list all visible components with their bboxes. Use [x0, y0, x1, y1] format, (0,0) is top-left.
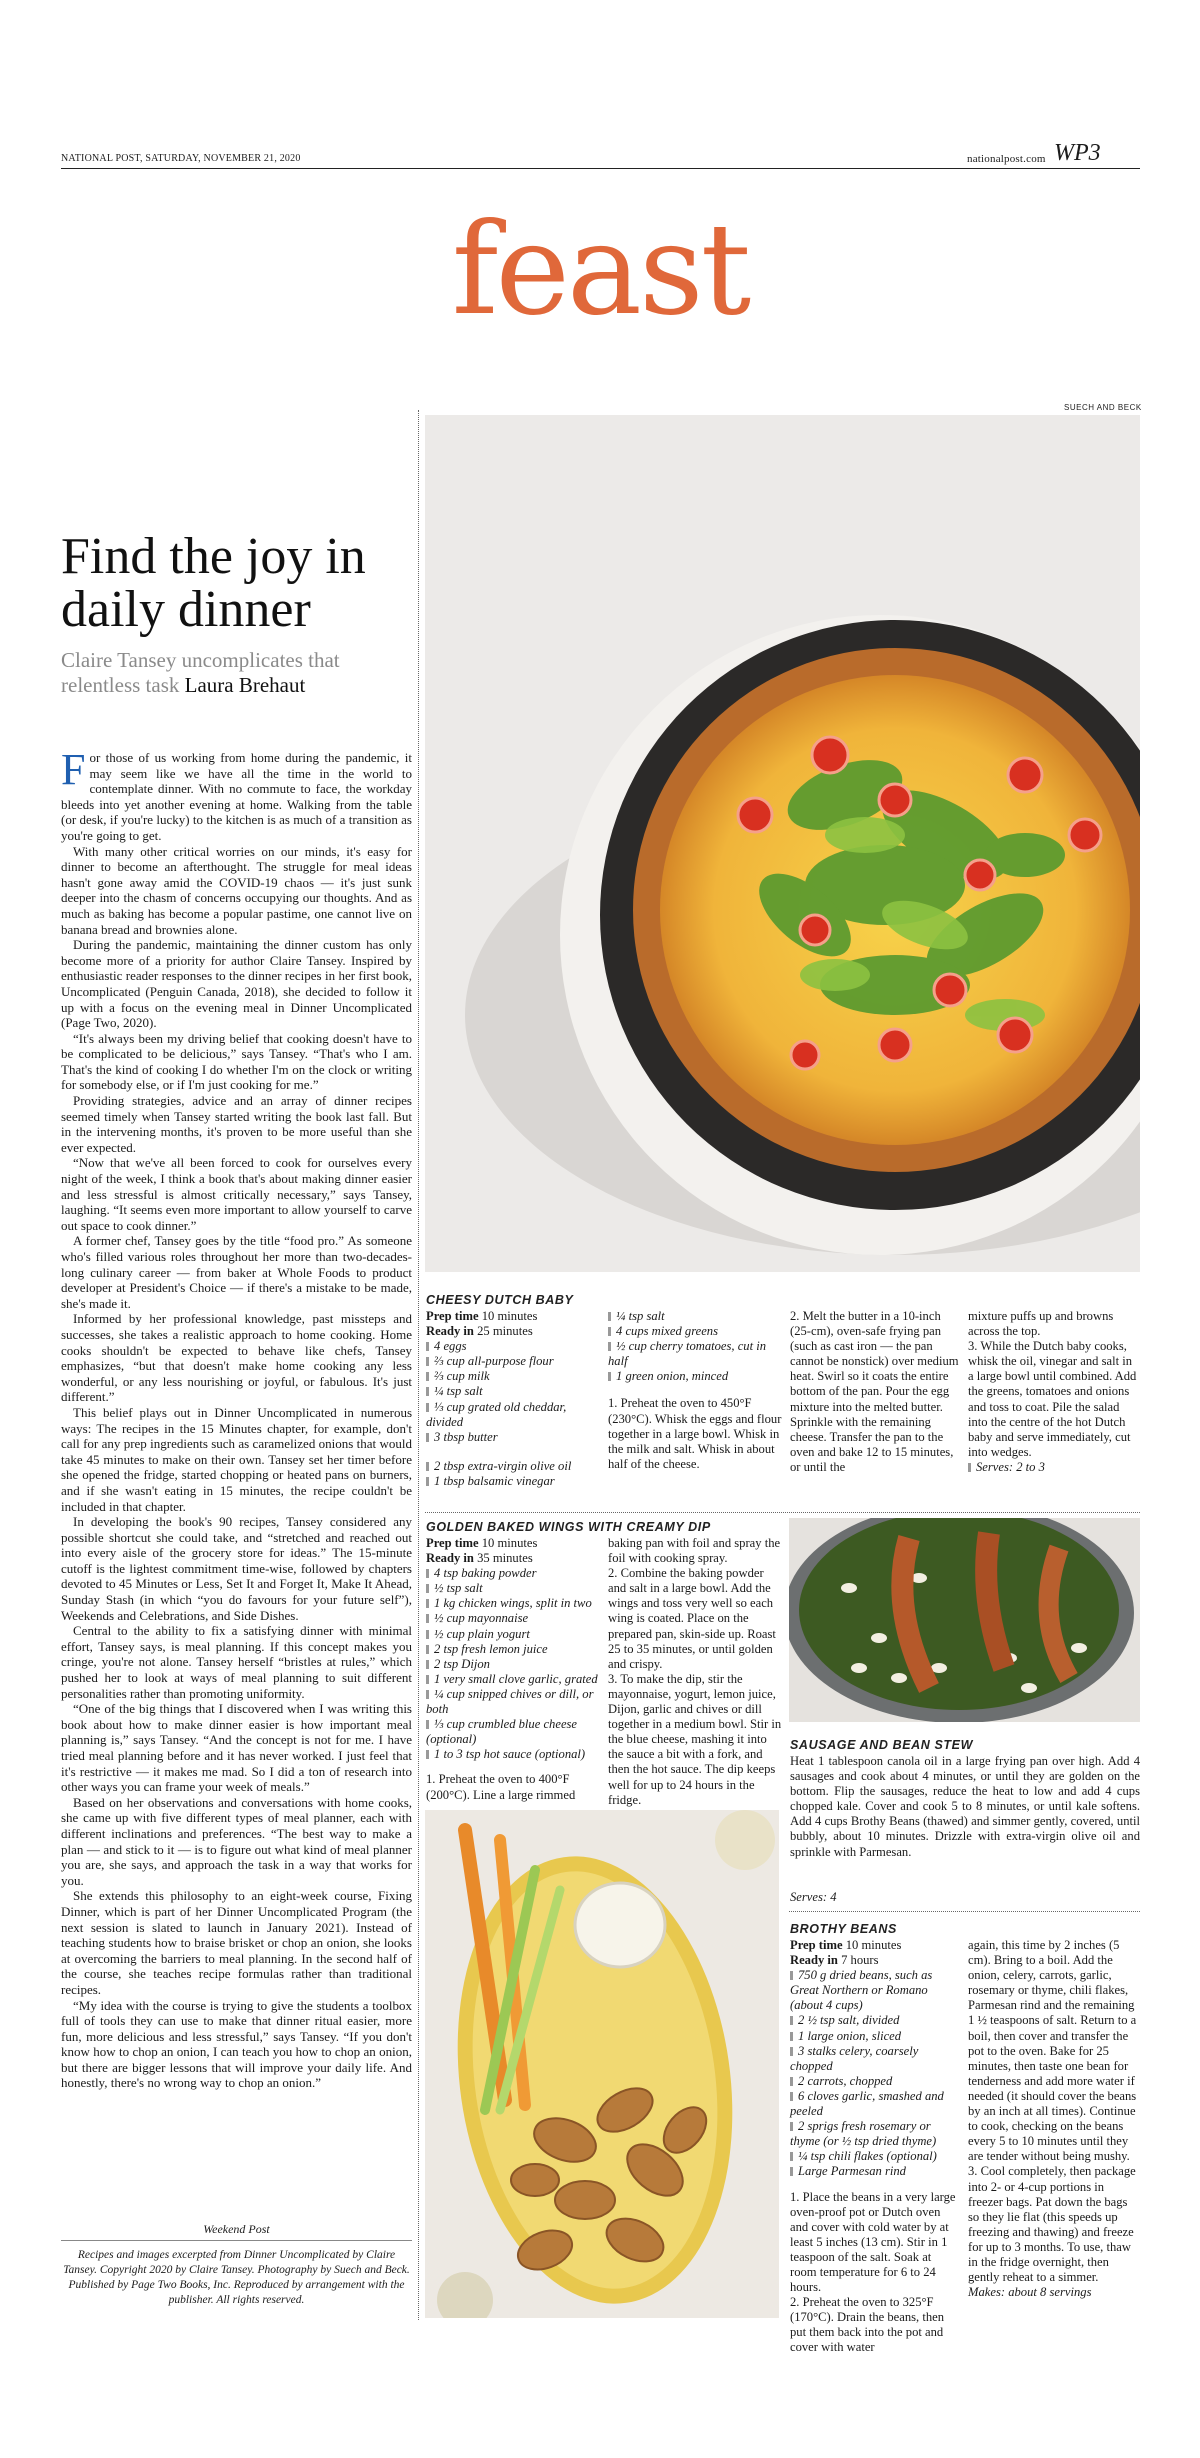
- page-number: WP3: [1054, 140, 1101, 166]
- dutch-baby-photo: [425, 415, 1140, 1272]
- ingredient: 1 to 3 tsp hot sauce (optional): [426, 1747, 604, 1762]
- recipe-step: 1. Preheat the oven to 450°F (230°C). Whisk the eggs and flour together in a large bowl. Whisk in the milk and salt. Whisk in about half of the cheese.: [608, 1396, 782, 1471]
- sausage-stew-photo: [789, 1518, 1140, 1722]
- ingredient: ¼ cup snipped chives or dill, or both: [426, 1687, 604, 1717]
- ingredient: 6 cloves garlic, smashed and peeled: [790, 2089, 960, 2119]
- ingredient: ⅔ cup all-purpose flour: [426, 1354, 604, 1369]
- article-sign: Weekend Post: [203, 2222, 270, 2236]
- article-paragraph: With many other critical worries on our minds, it's easy for dinner to become an afterthought. The struggle for meal ideas hasn't gone away amid the COVID-19 chaos — it's just sunk deeper into the chasm of concerns occupying our thoughts. And as much as baking has become a popular pastime, one cannot live on banana bread and brownies alone.: [61, 843, 412, 937]
- ingredient: 4 eggs: [426, 1339, 604, 1354]
- header-rule: [61, 168, 1140, 169]
- ingredient: ¼ tsp salt: [608, 1309, 784, 1324]
- ingredient: 1 very small clove garlic, grated: [426, 1672, 604, 1687]
- article-paragraph: A former chef, Tansey goes by the title “food pro.” As someone who's filled various roles throughout her more than two-decades-long culinary career — from baker at Whole Foods to product developer at President's Choice — if there's a mistake to be made, she's made it.: [61, 1233, 412, 1311]
- article-paragraph: During the pandemic, maintaining the dinner custom has only become more of a priority for author Claire Tansey. Inspired by enthusiastic reader responses to the dinner recipes in her first book, Uncomplicated (Penguin Canada, 2018), she decided to follow it up with a focus on the evening meal in Dinner Uncomplicated (Page Two, 2020).: [61, 937, 412, 1031]
- ingredient: 2 carrots, chopped: [790, 2074, 960, 2089]
- recipe-serves: Serves: 2 to 3: [968, 1460, 1138, 1475]
- article-paragraph: Providing strategies, advice and an array of dinner recipes seemed timely when Tansey started writing the book last fall. But in the intervening months, it's proven to be more useful than she ever expected.: [61, 1093, 412, 1155]
- excerpt-note: Recipes and images excerpted from Dinner Uncomplicated by Claire Tansey. Copyright 2020 by Claire Tansey. Photography by Suech and Beck. Published by Page Two Books, Inc. Reproduced by arrangement with the publisher. All rights reserved.: [63, 2249, 410, 2306]
- ingredient: 3 stalks celery, coarsely chopped: [790, 2044, 960, 2074]
- ingredient: 2 tsp fresh lemon juice: [426, 1642, 604, 1657]
- ingredient: ½ cup mayonnaise: [426, 1611, 604, 1626]
- ingredient: 4 cups mixed greens: [608, 1324, 784, 1339]
- ingredient: 2 ½ tsp salt, divided: [790, 2013, 960, 2028]
- wings-photo: [425, 1810, 779, 2318]
- byline: Laura Brehaut: [184, 673, 306, 697]
- ingredient: Large Parmesan rind: [790, 2164, 960, 2179]
- article-paragraph: “Now that we've all been forced to cook for ourselves every night of the week, I think a book that's about making dinner easier and less stressful is almost critically necessary,” says Tansey, laughing. “It seems even more important to allow yourself to carve out space to cook dinner.”: [61, 1155, 412, 1233]
- headline: Find the joy in daily dinner: [61, 528, 366, 638]
- recipe-step: 1. Place the beans in a very large oven-proof pot or Dutch oven and cover with cold water by at least 5 inches (13 cm). Stir in 1 teaspoon of the salt. Soak at room temperature for 6 to 24 hours.: [790, 2189, 956, 2295]
- ingredient: 1 kg chicken wings, split in two: [426, 1596, 604, 1611]
- recipe-steps: baking pan with foil and spray the foil with cooking spray. 2. Combine the baking powder and salt in a large bowl. Add the wings and toss very well so each wing is coated. Place on the prepared pan, skin-side up. Roast 25 to 35 minutes, or until golden and crispy. 3. To make the dip, stir the mayonnaise, yogurt, lemon juice, Dijon, garlic and chives or dill together in a medium bowl. Stir in the blue cheese, mashing it into the sauce a bit with a fork, and then the hot sauce. The dip keeps well for up to 24 hours in the fridge.: [608, 1536, 784, 1823]
- recipe-step: 2. Melt the butter in a 10-inch (25-cm), oven-safe frying pan (such as cast iron — the pan cannot be nonstick) over medium heat. Swirl so it coats the entire bottom of the pan. Pour the egg mixture into the melted butter. Sprinkle with the remaining cheese. Transfer the pan to the oven and bake 12 to 15 minutes, or until the: [790, 1309, 959, 1474]
- ingredient: ½ cup plain yogurt: [426, 1627, 604, 1642]
- excerpt-rule: [61, 2240, 412, 2241]
- ingredient: 4 tsp baking powder: [426, 1566, 604, 1581]
- recipe-title: BROTHY BEANS: [790, 1922, 897, 1936]
- recipe-step: Heat 1 tablespoon canola oil in a large frying pan over high. Add 4 sausages and cook about 4 minutes, or until they are golden on the bottom. Flip the sausages, reduce the heat to low and add 4 cups chopped kale. Cover and cook 5 to 8 minutes, or until kale softens. Add 4 cups Brothy Beans (thawed) and simmer gently, covered, until bubbly, about 10 minutes. Drizzle with extra-virgin olive oil and sprinkle with Parmesan.: [790, 1754, 1140, 1859]
- article-body: [61, 750, 412, 2220]
- ingredient: ¼ tsp chili flakes (optional): [790, 2149, 960, 2164]
- recipe-ingredients-col2: [608, 1309, 784, 1472]
- header-site[interactable]: nationalpost.com: [967, 153, 1046, 165]
- article-paragraph: “It's always been my driving belief that cooking doesn't have to be complicated to be delicious,” says Tansey. “That's who I am. That's the kind of cooking I do whether I'm on the clock or writing for somebody else, or if I'm just cooking for me.”: [61, 1030, 412, 1093]
- ingredient: 2 tsp Dijon: [426, 1657, 604, 1672]
- header-dateline: NATIONAL POST, SATURDAY, NOVEMBER 21, 2020: [61, 153, 301, 164]
- recipe-steps-col4: mixture puffs up and browns across the top. 3. While the Dutch baby cooks, whisk the oil, vinegar and salt in a large bowl until combined. Add the greens, tomatoes and onions and toss to coat. Pile the salad into the centre of the hot Dutch baby and serve immediately, cut into wedges. Serves: 2 to 3: [968, 1309, 1137, 1474]
- recipe-serves: Serves: 4: [790, 1890, 837, 1904]
- ingredient: ½ cup cherry tomatoes, cut in half: [608, 1339, 784, 1369]
- recipe-title: CHEESY DUTCH BABY: [426, 1293, 574, 1307]
- recipe-ingredients-col1: Prep time 10 minutes Ready in 25 minutes 4 eggs ⅔ cup all-purpose flour ⅔ cup milk ¼ tsp salt ⅓ cup grated old cheddar, divided 3 tbsp butter 2 tbsp extra-virgin olive oil 1 tbsp balsamic vinegar: [426, 1309, 604, 1489]
- article-paragraph: This belief plays out in Dinner Uncomplicated in numerous ways: The recipes in the 15 Minutes chapter, for example, don't call for any prep ingredients such as caramelized onions that would take 45 minutes to make on their own. Tansey set her timer before she opened the fridge, started chopping or heated pans on burners, and if she wasn't eating in 15 minutes, the recipe couldn't be included in that chapter.: [61, 1404, 412, 1514]
- article-paragraph: Based on her observations and conversations with home cooks, she came up with five different types of meal planner, each with different inclinations and preferences. “The best way to make a plan — and stick to it — is to figure out what kind of meal planner you are, she says, and approach the task in a way that works for you.: [61, 1794, 412, 1888]
- ingredient: 3 tbsp butter: [426, 1430, 604, 1445]
- recipe-steps: again, this time by 2 inches (5 cm). Bring to a boil. Add the onion, celery, carrots, garlic, rosemary or thyme, chili flakes, Parmesan rind and the remaining 1 ½ teaspoons of salt. Return to a boil, then cover and transfer the pot to the oven. Bake for 25 minutes, then taste one bean for tenderness and add more water if needed (it should cover the beans by an inch at all times). Continue to cook, checking on the beans every 5 to 10 minutes until they are tender without being mushy. 3. Cool completely, then package into 2- or 4-cup portions in freezer bags. Pat down the bags so they lie flat (this speeds up freezing and thawing) and freeze for up to 3 months. To use, thaw in the fridge overnight, then gently reheat to a simmer. Makes: about 8 servings: [968, 1938, 1140, 2300]
- ingredient: ⅓ cup grated old cheddar, divided: [426, 1400, 604, 1430]
- article-paragraph: “One of the big things that I discovered when I was writing this book about how to make dinner easier is how important meal planning is,” says Tansey. “And the concept is not for me. I have tried meal planning before and it has never worked. I just feel that it's restrictive — it makes me mad. So I did a ton of research into other ways you can frame your week of meals.”: [61, 1701, 412, 1795]
- deck-text: Claire Tansey uncomplicates that relentless task: [61, 648, 340, 697]
- recipe-ingredients: Prep time 10 minutes Ready in 7 hours 750 g dried beans, such as Great Northern or Romano (about 4 cups) 2 ½ tsp salt, divided 1 large onion, sliced 3 stalks celery, coarsely chopped 2 carrots, chopped 6 cloves garlic, smashed and peeled 2 sprigs fresh rosemary or thyme (or ½ tsp dried thyme) ¼ tsp chili flakes (optional) Large Parmesan rind 1. Place the beans in a very large oven-proof pot or Dutch oven and cover with cold water by at least 5 inches (13 cm). Stir in 1 teaspoon of the salt. Soak at room temperature for 6 to 24 hours. 2. Preheat the oven to 325°F (170°C). Drain the beans, then put them back into the pot and cover with water: [790, 1938, 960, 2356]
- ingredient: 750 g dried beans, such as Great Northern or Romano (about 4 cups): [790, 1968, 960, 2013]
- section-title: feast: [451, 196, 749, 343]
- article-paragraph: Informed by her professional knowledge, past missteps and successes, she takes a realistic approach to home cooking. Home cooks shouldn't be expected to behave like chefs, Tansey emphasizes, “but that doesn't make home cooking any less wonderful, or any less nourishing or joyful, or fabulous. It's just different.”: [61, 1311, 412, 1405]
- ingredient: 2 tbsp extra-virgin olive oil: [426, 1459, 604, 1474]
- ingredient: 1 tbsp balsamic vinegar: [426, 1474, 604, 1489]
- recipe-title: SAUSAGE AND BEAN STEW: [790, 1738, 973, 1752]
- ingredient: ½ tsp salt: [426, 1581, 604, 1596]
- recipe-step: 1. Preheat the oven to 400°F (200°C). Line a large rimmed: [426, 1772, 576, 1802]
- ingredient: ¼ tsp salt: [426, 1384, 604, 1399]
- article-paragraph: Central to the ability to fix a satisfying dinner with minimal effort, Tansey says, is meal planning. If this concept makes you cringe, you're not alone. Tansey herself “bristles at rules,” which pushed her to look at ways of meal planning to suit different personalities rather than promoting uniformity.: [61, 1623, 412, 1701]
- ingredient: ⅓ cup crumbled blue cheese (optional): [426, 1717, 604, 1747]
- article-paragraph: She extends this philosophy to an eight-week course, Fixing Dinner, which is part of her Dinner Uncomplicated Program (the next session is slated to launch in January 2021). Instead of teaching students how to braise brisket or chop an onion, she looks at overcoming the barriers to meal planning. In the second half of the course, she teaches recipe formulas rather than traditional recipes.: [61, 1888, 412, 1997]
- recipe-title: GOLDEN BAKED WINGS WITH CREAMY DIP: [426, 1520, 711, 1534]
- article-paragraph: For those of us working from home during the pandemic, it may seem like we have all the time in the world to contemplate dinner. With no commute to face, the workday bleeds into yet another evening at home. Walking from the table (or desk, if you're lucky) to the kitchen is as much of a transition as you're going to get.: [61, 750, 412, 843]
- recipe-divider: [425, 1512, 1140, 1513]
- recipe-step: 2. Preheat the oven to 325°F (170°C). Drain the beans, then put them back into the pot and cover with water: [790, 2295, 945, 2355]
- deck: [61, 648, 416, 698]
- ingredient: ⅔ cup milk: [426, 1369, 604, 1384]
- recipe-makes: Makes: about 8 servings: [968, 2285, 1092, 2300]
- ingredient: 1 green onion, minced: [608, 1369, 784, 1384]
- ingredient: 2 sprigs fresh rosemary or thyme (or ½ tsp dried thyme): [790, 2119, 960, 2149]
- article-paragraph: “My idea with the course is trying to give the students a toolbox full of tools they can use to make that dinner ritual easier, more fun, more delicious and less stressful,” says Tansey. “If you don't know how to chop an onion, I can teach you how to chop an onion, but there are bigger lessons that will improve your daily life. And honestly, there's no wrong way to chop an onion.”: [61, 1997, 412, 2091]
- article-paragraph: In developing the book's 90 recipes, Tansey considered any possible shortcut she could take, and “stretched and reached out into every aisle of the grocery store for ideas.” The 15-minute cutoff is the lightest commitment time-wise, followed by chapters devoted to 45 Minutes or Less, Set It and Forget It, Make It Ahead, Sunday Stash (in which “you do favours for your future self”), Weekends and Celebrations, and Side Dishes.: [61, 1514, 412, 1623]
- recipe-ingredients: Prep time 10 minutes Ready in 35 minutes 4 tsp baking powder ½ tsp salt 1 kg chicken wings, split in two ½ cup mayonnaise ½ cup plain yogurt 2 tsp fresh lemon juice 2 tsp Dijon 1 very small clove garlic, grated ¼ cup snipped chives or dill, or both ⅓ cup crumbled blue cheese (optional) 1 to 3 tsp hot sauce (optional) 1. Preheat the oven to 400°F (200°C). Line a large rimmed: [426, 1536, 604, 1803]
- recipe-divider: [789, 1911, 1140, 1912]
- column-divider: [418, 410, 419, 2320]
- dropcap: F: [61, 750, 86, 794]
- photo-credit: SUECH AND BECK: [1064, 403, 1142, 412]
- ingredient: 1 large onion, sliced: [790, 2029, 960, 2044]
